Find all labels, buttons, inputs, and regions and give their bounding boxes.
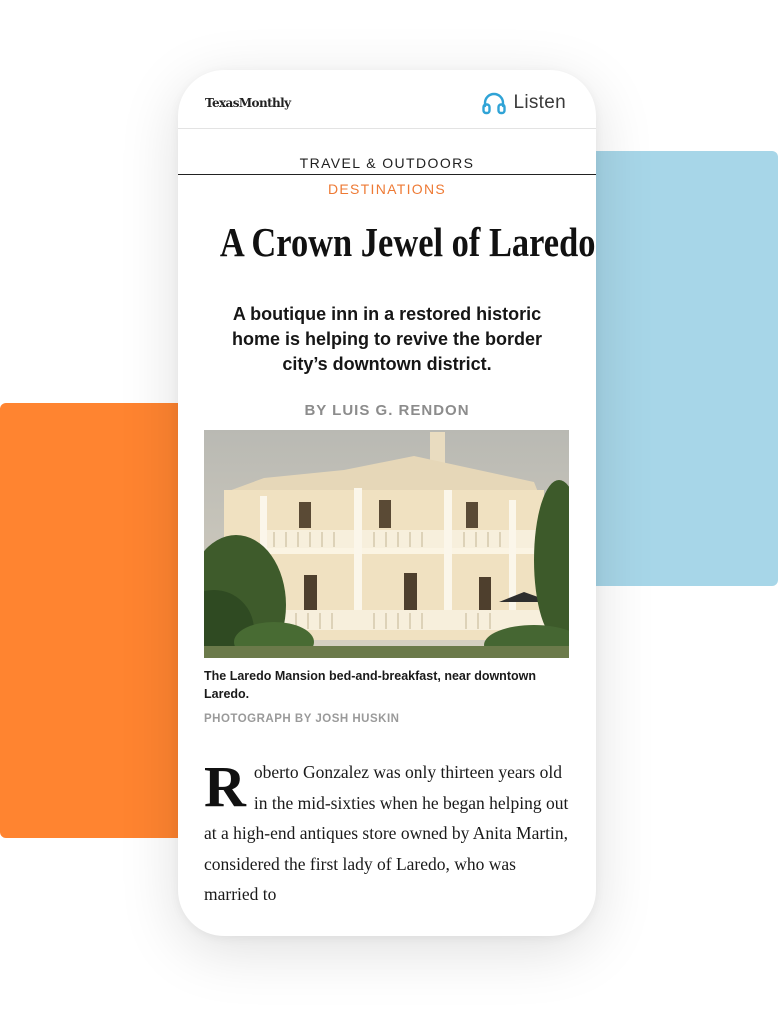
drop-cap: R (204, 754, 246, 819)
section-link[interactable]: TRAVEL & OUTDOORS (299, 155, 475, 171)
phone-screen (178, 70, 596, 936)
top-bar (178, 70, 596, 129)
orange-decor-block (0, 403, 190, 838)
section-header (178, 152, 596, 175)
listen-button[interactable] (481, 91, 566, 115)
article-body (204, 754, 572, 910)
photo-caption: The Laredo Mansion bed-and-breakfast, near downtown Laredo. (204, 669, 536, 701)
blue-decor-block (590, 151, 778, 586)
headphones-icon (481, 91, 507, 115)
byline[interactable]: BY LUIS G. RENDON (304, 402, 470, 419)
article-body-text: oberto Gonzalez was only thirteen years old in the mid-sixties when he began helping out at a high-end antiques store owned by Anita Martin, considered the first lady of Laredo, who was married to (204, 762, 569, 904)
article-headline: A Crown Jewel of Laredo (219, 219, 596, 265)
listen-label: Listen (513, 92, 566, 113)
site-logo[interactable]: TexasMonthly (205, 96, 291, 110)
kicker-link[interactable]: DESTINATIONS (327, 181, 447, 197)
photo-credit: PHOTOGRAPH BY JOSH HUSKIN (204, 713, 400, 725)
article-dek: A boutique inn in a restored historic home is helping to revive the border city’s downtown district. (231, 304, 543, 374)
article-photo (204, 430, 569, 658)
